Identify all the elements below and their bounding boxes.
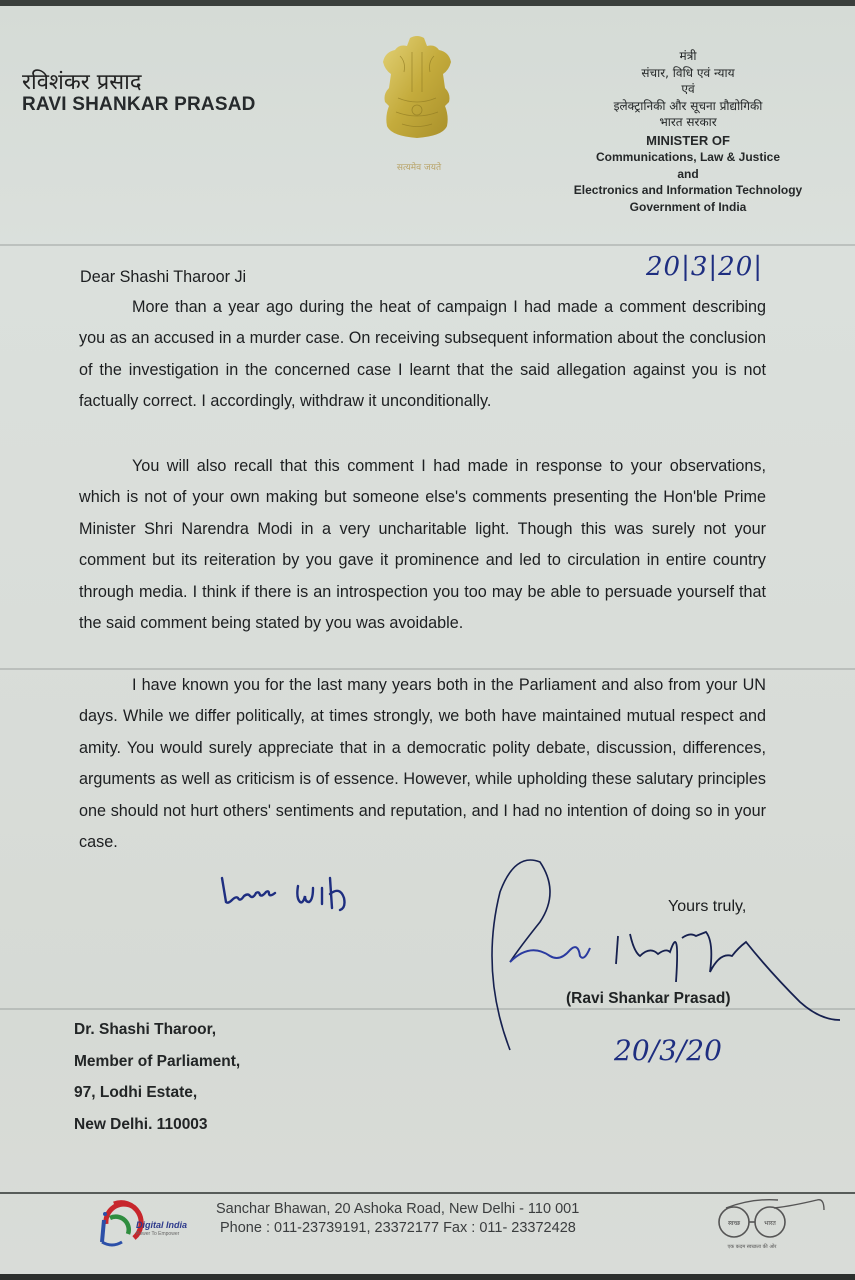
- emblem-motto: सत्यमेव जयते: [396, 163, 442, 173]
- sender-name-hindi: रविशंकर प्रसाद: [22, 70, 142, 95]
- office-english-line: Electronics and Information Technology: [573, 183, 803, 197]
- recipient-line: Dr. Shashi Tharoor,: [74, 1021, 217, 1038]
- office-english-line: and: [677, 166, 699, 181]
- swachh-word: स्वच्छ: [727, 1220, 741, 1227]
- sender-name-english: RAVI SHANKAR PRASAD: [22, 94, 256, 115]
- closing: Yours truly,: [668, 898, 747, 915]
- swachh-bharat-glasses-icon: [712, 1196, 837, 1254]
- paper-fold: [0, 244, 855, 246]
- recipient-line: New Delhi. 110003: [74, 1115, 208, 1133]
- paragraph-3: I have known you for the last many years both in the Parliament and also from your UN days. While we differ politically, at times strongly, we both have maintained mutual respect and amity. You would surely appreciate that in a democratic polity debate, discussion, differences, arguments as well as criticism is of essence. However, while upholding these salutary principles one should not hurt others' sentiments and reputation, and I had no intention of doing so in your case.: [79, 676, 766, 852]
- handwritten-date-bottom: 20/3/20: [614, 1034, 722, 1067]
- handwritten-date-top: 20|3|20|: [646, 252, 763, 282]
- national-emblem-icon: [376, 34, 458, 142]
- recipient-line: 97, Lodhi Estate,: [74, 1084, 198, 1101]
- signer-name: (Ravi Shankar Prasad): [566, 990, 731, 1007]
- office-hindi-line: इलेक्ट्रानिकी और सूचना प्रौद्योगिकी: [613, 98, 763, 113]
- office-designation: [540, 48, 836, 215]
- paragraph-1: More than a year ago during the heat of campaign I had made a comment describing you as an accused in a murder case. On receiving subsequent information about the conclusion of the investigation in the concerned case I learnt that the said allegation against you is not factually correct. I accordingly, withdraw it unconditionally.: [79, 298, 766, 411]
- footer-divider: [0, 1192, 855, 1194]
- footer-phone-fax: Phone : 011-23739191, 23372177 Fax : 011- 23372428: [220, 1220, 576, 1236]
- office-english-line: Communications, Law & Justice: [595, 150, 781, 164]
- office-hindi-line: मंत्री: [679, 49, 697, 63]
- footer-address: Sanchar Bhawan, 20 Ashoka Road, New Delhi - 110 001: [216, 1201, 580, 1217]
- handwritten-warm-wishes: [218, 872, 388, 916]
- office-english-title: MINISTER OF: [646, 132, 730, 148]
- bharat-word: भारत: [764, 1220, 776, 1227]
- salutation: Dear Shashi Tharoor Ji: [80, 268, 247, 286]
- signature-scribble: [470, 852, 855, 1052]
- digital-india-tagline: Power To Empower: [136, 1231, 180, 1237]
- digital-india-label: Digital India: [136, 1220, 188, 1230]
- footer-contact: [216, 1200, 579, 1238]
- office-hindi-line: संचार, विधि एवं न्याय: [641, 65, 735, 80]
- office-hindi-line: भारत सरकार: [659, 115, 717, 129]
- recipient-address: [74, 1014, 240, 1140]
- paragraph-2: You will also recall that this comment I had made in response to your observations, which is not of your own making but someone else's comments presenting the Hon'ble Prime Minister Shri Narendra Modi in a very uncharitable light. Though this was surely not your comment but its reiteration by you gave it prominence and led to circulation in entire country through media. I think if there is an introspection you too may be able to persuade yourself that the said comment being stated by you was avoidable.: [79, 457, 766, 633]
- office-english-line: Government of India: [629, 199, 747, 214]
- office-hindi-line: एवं: [681, 82, 695, 96]
- swachh-tagline: एक कदम स्वच्छता की ओर: [727, 1244, 777, 1250]
- photo-bottom-edge: [0, 1274, 855, 1280]
- recipient-line: Member of Parliament,: [74, 1052, 241, 1070]
